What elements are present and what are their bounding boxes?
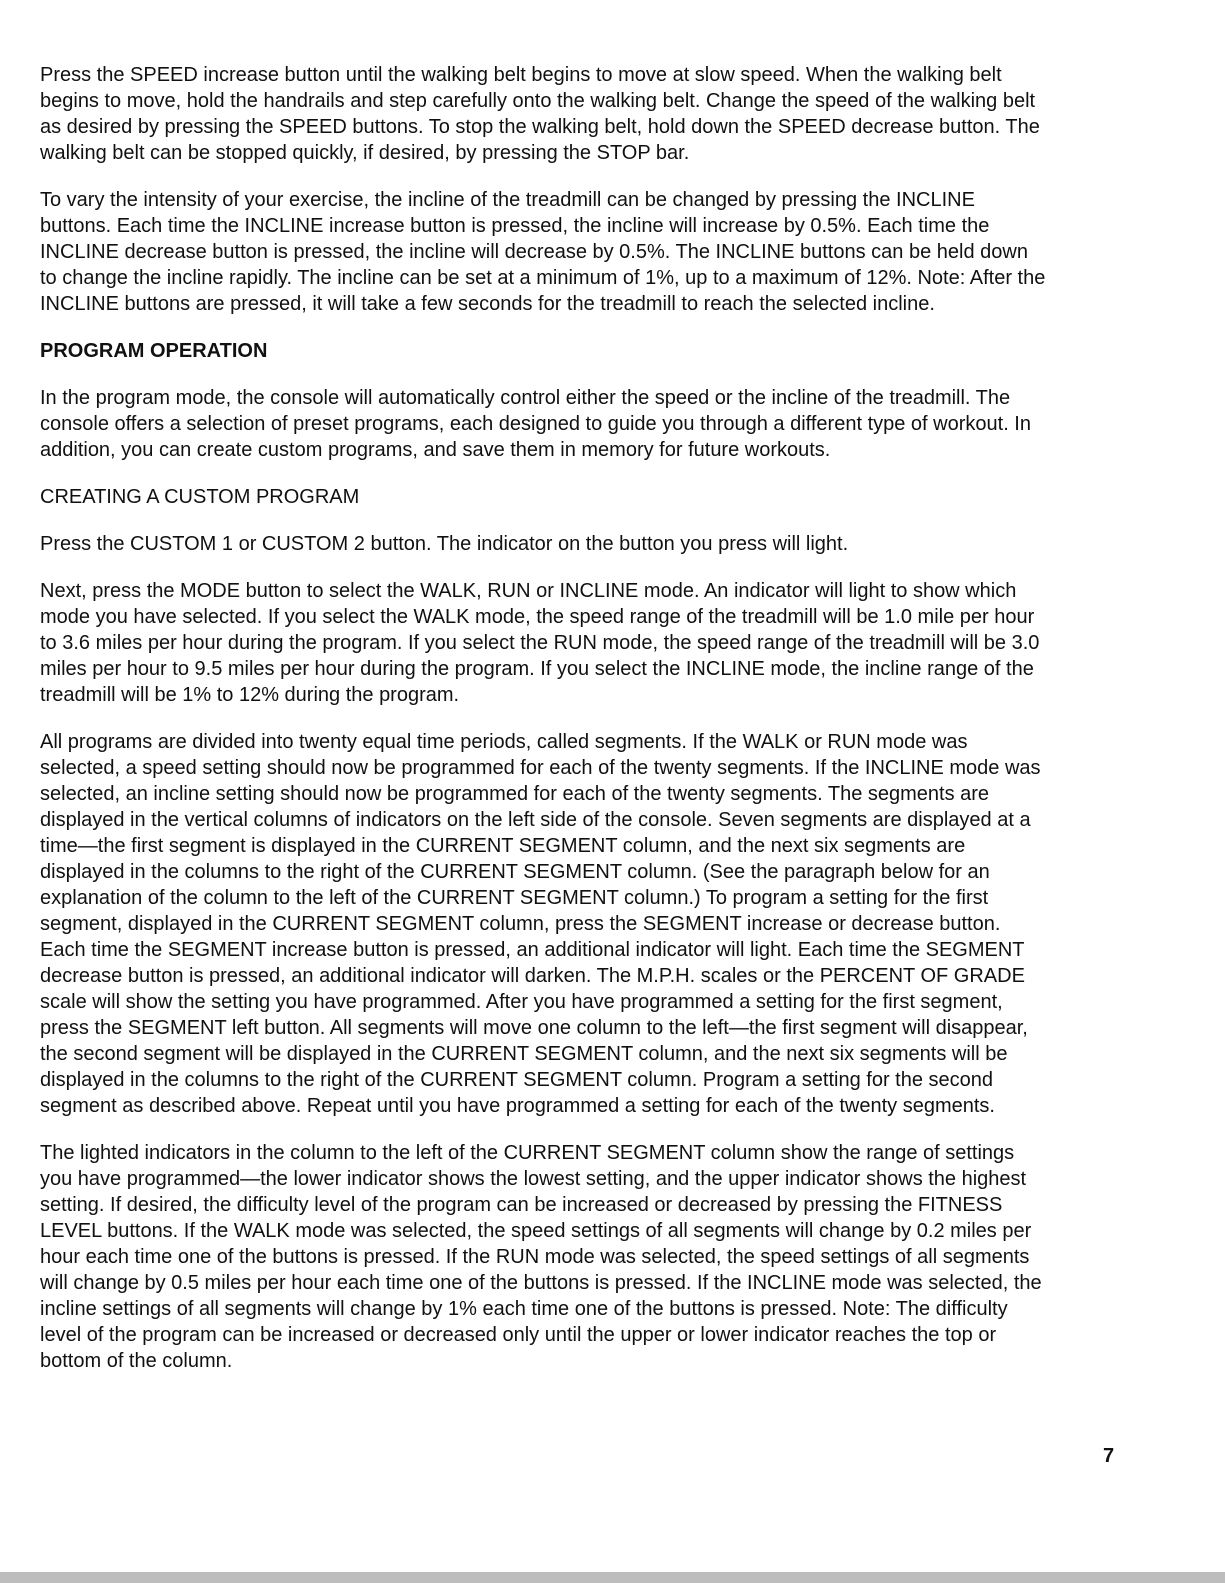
paragraph-fitness-level: The lighted indicators in the column to the left of the CURRENT SEGMENT column show the range of settings you have programmed—the lower indicator shows the lowest setting, and the upper indicator shows the highest setting. If desired, the difficulty level of the program can be increased or decreased by pressing the FITNESS LEVEL buttons. If the WALK mode was selected, the speed settings of all segments will change by 0.2 miles per hour each time one of the buttons is pressed. If the RUN mode was selected, the speed settings of all segments will change by 0.5 miles per hour each time one of the buttons is pressed. If the INCLINE mode was selected, the incline settings of all segments will change by 1% each time one of the buttons is pressed. Note: The difficulty level of the program can be increased or decreased only until the upper or lower indicator reaches the top or bottom of the column. [40,1142,1042,1372]
paragraph-custom-button: Press the CUSTOM 1 or CUSTOM 2 button. The indicator on the button you press will light. [40,533,849,555]
paragraph-segments: All programs are divided into twenty equal time periods, called segments. If the WALK or RUN mode was selected, a speed setting should now be programmed for each of the twenty segments. If the INCLINE mode was selected, an incline setting should now be programmed for each of the twenty segments. The segments are displayed in the vertical columns of indicators on the left side of the console. Seven segments are displayed at a time—the first segment is displayed in the CURRENT SEGMENT column, and the next six segments are displayed in the columns to the right of the CURRENT SEGMENT column. (See the paragraph below for an explanation of the column to the left of the CURRENT SEGMENT column.) To program a setting for the first segment, displayed in the CURRENT SEGMENT column, press the SEGMENT increase or decrease button. Each time the SEGMENT increase button is pressed, an additional indicator will light. Each time the SEGMENT decrease button is pressed, an additional indicator will darken. The M.P.H. scales or the PERCENT OF GRADE scale will show the setting you have programmed. After you have programmed a setting for the first segment, press the SEGMENT left button. All segments will move one column to the left—the first segment will disappear, the second segment will be displayed in the CURRENT SEGMENT column, and the next six segments will be displayed in the columns to the right of the CURRENT SEGMENT column. Program a setting for the second segment as described above. Repeat until you have programmed a setting for each of the twenty segments. [40,731,1041,1117]
heading-creating-custom-program: CREATING A CUSTOM PROGRAM [40,486,360,508]
paragraph-speed: Press the SPEED increase button until the walking belt begins to move at slow speed. When the walking belt begins to move, hold the handrails and step carefully onto the walking belt. Change the speed of the walking belt as desired by pressing the SPEED buttons. To stop the walking belt, hold down the SPEED decrease button. The walking belt can be stopped quickly, if desired, by pressing the STOP bar. [40,64,1040,164]
page-number: 7 [1103,1445,1115,1467]
scan-bottom-edge [0,1572,1225,1583]
document-page [40,62,1050,1395]
paragraph-program-mode: In the program mode, the console will automatically control either the speed or the incline of the treadmill. The console offers a selection of preset programs, each designed to guide you through a different type of workout. In addition, you can create custom programs, and save them in memory for future workouts. [40,387,1031,461]
heading-program-operation: PROGRAM OPERATION [40,340,268,362]
paragraph-incline: To vary the intensity of your exercise, the incline of the treadmill can be changed by pressing the INCLINE buttons. Each time the INCLINE increase button is pressed, the incline will increase by 0.5%. Each time the INCLINE decrease button is pressed, the incline will decrease by 0.5%. The INCLINE buttons can be held down to change the incline rapidly. The incline can be set at a minimum of 1%, up to a maximum of 12%. Note: After the INCLINE buttons are pressed, it will take a few seconds for the treadmill to reach the selected incline. [40,189,1046,315]
paragraph-mode-select: Next, press the MODE button to select the WALK, RUN or INCLINE mode. An indicator will light to show which mode you have selected. If you select the WALK mode, the speed range of the treadmill will be 1.0 mile per hour to 3.6 miles per hour during the program. If you select the RUN mode, the speed range of the treadmill will be 3.0 miles per hour to 9.5 miles per hour during the program. If you select the INCLINE mode, the incline range of the treadmill will be 1% to 12% during the program. [40,580,1040,706]
